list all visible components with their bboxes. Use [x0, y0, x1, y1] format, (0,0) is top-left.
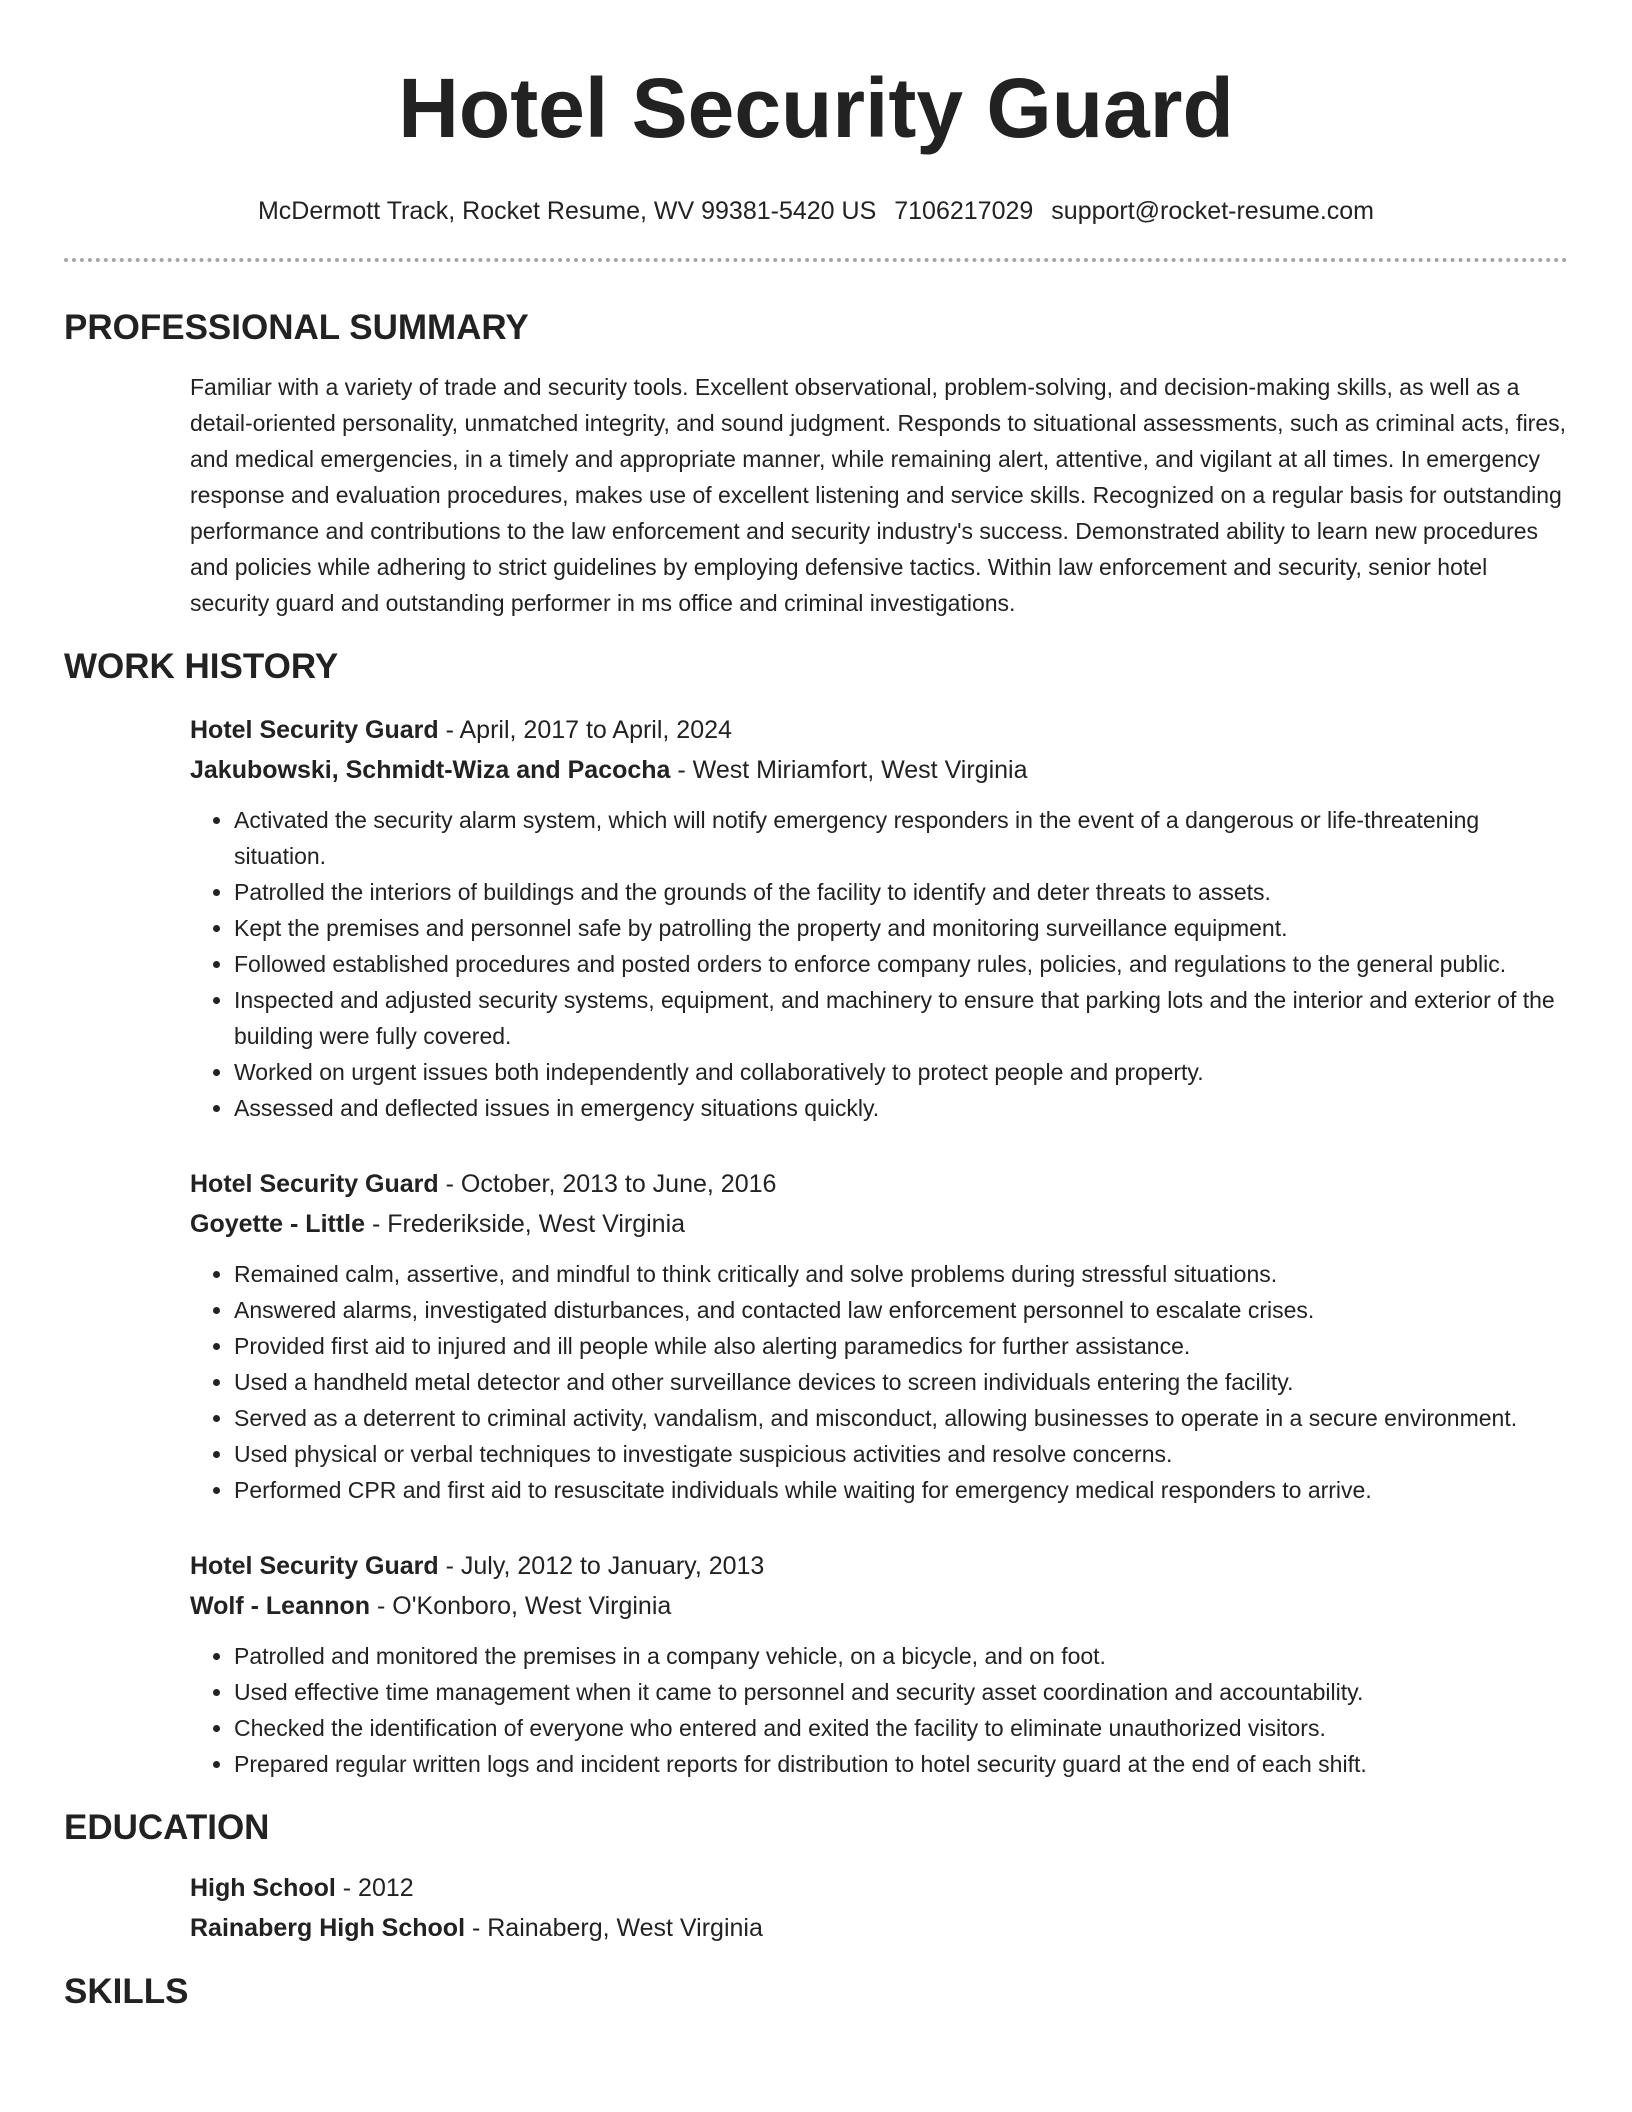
candidate-name: Hotel Security Guard: [398, 61, 1234, 155]
job-dates: - July, 2012 to January, 2013: [438, 1552, 765, 1580]
summary-text: Familiar with a variety of trade and security tools. Excellent observational, problem-solving, and decision-making skills, as well as a detail-oriented personality, unmatched integrity, and sound judgment. Responds to situational assessments, such as criminal acts, fires, and medical emergencies, in a timely and appropriate manner, while remaining alert, attentive, and vigilant at all times. In emergency response and evaluation procedures, makes use of excellent listening and service skills. Recognized on a regular basis for outstanding performance and contributions to the law enforcement and security industry's success. Demonstrated ability to learn new procedures and policies while adhering to strict guidelines by employing defensive tactics. Within law enforcement and security, senior hotel security guard and outstanding performer in ms office and criminal investigations.: [190, 374, 1567, 616]
contact-email: support@rocket-resume.com: [1051, 197, 1375, 225]
job-role: Hotel Security Guard: [190, 1552, 439, 1580]
list-item: • Followed established procedures and posted orders to enforce company rules, policies, and regulations to the general public.: [234, 946, 1568, 982]
list-item: • Patrolled and monitored the premises in a company vehicle, on a bicycle, and on foot.: [234, 1638, 1568, 1674]
job-company: Goyette - Little: [190, 1210, 366, 1238]
job-entry: [190, 710, 1568, 1126]
header-divider: [64, 258, 1568, 262]
section-title-summary: PROFESSIONAL SUMMARY: [64, 308, 529, 347]
contact-phone: 7106217029: [894, 197, 1034, 225]
list-item: • Patrolled the interiors of buildings and the grounds of the facility to identify and deter threats to assets.: [234, 874, 1568, 910]
contact-line: [64, 194, 1568, 228]
list-item: • Performed CPR and first aid to resuscitate individuals while waiting for emergency medical responders to arrive.: [234, 1472, 1568, 1508]
list-item: • Remained calm, assertive, and mindful to think critically and solve problems during stressful situations.: [234, 1256, 1568, 1292]
job-company-line: [190, 1586, 1568, 1626]
job-dates: - October, 2013 to June, 2016: [438, 1170, 777, 1198]
list-item: • Served as a deterrent to criminal activity, vandalism, and misconduct, allowing businesses to operate in a secure environment.: [234, 1400, 1568, 1436]
job-entry: [190, 1546, 1568, 1782]
job-title-line: [190, 1164, 1568, 1204]
job-location: - West Miriamfort, West Virginia: [670, 756, 1028, 784]
list-item: • Used effective time management when it came to personnel and security asset coordination and accountability.: [234, 1674, 1568, 1710]
job-title-line: [190, 1546, 1568, 1586]
list-item: • Activated the security alarm system, which will notify emergency responders in the event of a dangerous or life-threatening situation.: [234, 802, 1568, 874]
job-bullets: [190, 802, 1568, 1126]
contact-address: McDermott Track, Rocket Resume, WV 99381-5420 US: [257, 197, 877, 225]
job-bullets: [190, 1256, 1568, 1508]
section-title-work-history: WORK HISTORY: [64, 647, 339, 686]
education-school: Rainaberg High School: [190, 1914, 466, 1942]
list-item: • Assessed and deflected issues in emergency situations quickly.: [234, 1090, 1568, 1126]
list-item: • Prepared regular written logs and incident reports for distribution to hotel security guard at the end of each shift.: [234, 1746, 1568, 1782]
education-degree: High School: [190, 1874, 336, 1902]
education-entry: [190, 1868, 1568, 1948]
list-item: • Used a handheld metal detector and other surveillance devices to screen individuals entering the facility.: [234, 1364, 1568, 1400]
job-title-line: [190, 710, 1568, 750]
section-title-education: EDUCATION: [64, 1808, 270, 1847]
job-role: Hotel Security Guard: [190, 1170, 439, 1198]
job-role: Hotel Security Guard: [190, 716, 439, 744]
list-item: • Checked the identification of everyone who entered and exited the facility to eliminate unauthorized visitors.: [234, 1710, 1568, 1746]
job-dates: - April, 2017 to April, 2024: [438, 716, 732, 744]
section-title-skills: SKILLS: [64, 1972, 189, 2011]
job-bullets: [190, 1638, 1568, 1782]
job-company-line: [190, 750, 1568, 790]
job-location: - Frederikside, West Virginia: [365, 1210, 686, 1238]
education-school-line: [190, 1908, 1568, 1948]
list-item: • Provided first aid to injured and ill people while also alerting paramedics for further assistance.: [234, 1328, 1568, 1364]
list-item: • Kept the premises and personnel safe by patrolling the property and monitoring surveillance equipment.: [234, 910, 1568, 946]
job-company-line: [190, 1204, 1568, 1244]
resume-page: [64, 0, 1568, 2014]
job-company: Wolf - Leannon: [190, 1592, 371, 1620]
job-location: - O'Konboro, West Virginia: [370, 1592, 672, 1620]
list-item: • Answered alarms, investigated disturbances, and contacted law enforcement personnel to escalate crises.: [234, 1292, 1568, 1328]
list-item: • Worked on urgent issues both independently and collaboratively to protect people and property.: [234, 1054, 1568, 1090]
job-company: Jakubowski, Schmidt-Wiza and Pacocha: [190, 756, 671, 784]
education-year: - 2012: [335, 1874, 414, 1902]
list-item: • Used physical or verbal techniques to investigate suspicious activities and resolve concerns.: [234, 1436, 1568, 1472]
education-degree-line: [190, 1868, 1568, 1908]
list-item: • Inspected and adjusted security systems, equipment, and machinery to ensure that parking lots and the interior and exterior of the building were fully covered.: [234, 982, 1568, 1054]
education-location: - Rainaberg, West Virginia: [465, 1914, 763, 1942]
job-entry: [190, 1164, 1568, 1508]
